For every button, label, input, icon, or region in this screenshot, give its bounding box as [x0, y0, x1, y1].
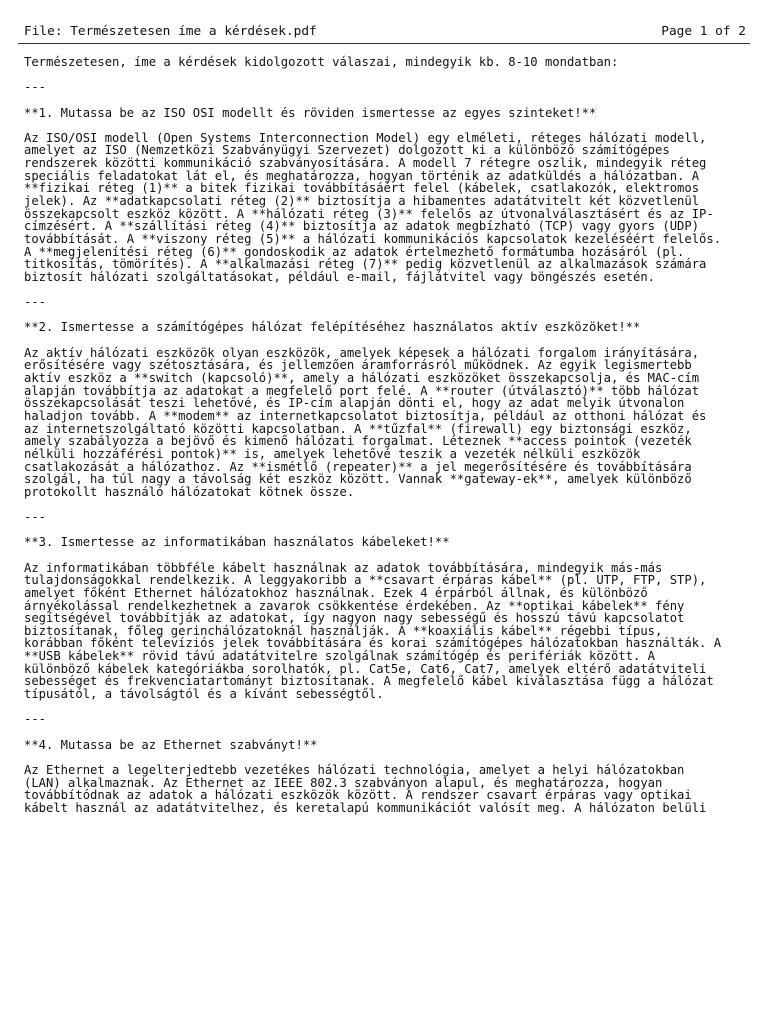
text-line: --- [24, 295, 47, 310]
header-divider [18, 43, 750, 44]
text-line: amelyet az ISO (Nemzetközi Szabványügyi Szervezet) dolgozott ki a különböző számítógépes [24, 143, 670, 158]
text-line: --- [24, 712, 47, 727]
text-line: **4. Mutassa be az Ethernet szabványt!** [24, 737, 318, 752]
text-line [24, 69, 750, 82]
file-name-label: File: Természetesen íme a kérdések.pdf [24, 23, 317, 39]
text-line: Az ISO/OSI modell (Open Systems Interconnection Model) egy elméleti, réteges hálózati modell, [24, 130, 707, 145]
text-line: erősítésére vagy szétosztására, és jellemzően áramforrásról működnek. Az egyik legismertebb [24, 358, 692, 373]
text-line: rendszerek közötti kommunikáció szabványosítására. A modell 7 rétegre oszlik, mindegyik réteg [24, 156, 707, 171]
text-line: speciális feladatokat lát el, és meghatározza, hogyan történik az adatküldés a hálózatban. A [24, 168, 700, 183]
text-line: **1. Mutassa be az ISO OSI modellt és röviden ismertesse az egyes szinteket!** [24, 105, 597, 120]
text-line: csatlakozását a hálózathoz. Az **ismétlő (repeater)** a jel megerősítésére és továbbítására [24, 459, 692, 474]
text-line [24, 119, 750, 132]
text-line: Az Ethernet a legelterjedtebb vezetékes hálózati technológia, amelyet a helyi hálózatokban [24, 762, 685, 777]
text-line: Az informatikában többféle kábelt használnak az adatok továbbítására, mindegyik más-más [24, 560, 663, 575]
text-line [24, 498, 750, 511]
text-line: szolgál, ha túl nagy a távolság két eszköz között. Vannak **gateway-ek**, amelyek különböző [24, 472, 692, 487]
text-line: az internetszolgáltató közötti kapcsolatban. A **tűzfal** (firewall) egy biztonsági eszköz, [24, 421, 692, 436]
text-line: **fizikai réteg (1)** a bitek fizikai továbbításáért felel (kábelek, csatlakozók, elektromos [24, 181, 700, 196]
text-line: protokollt használó hálózatokat kötnek össze. [24, 484, 355, 499]
text-line: A **megjelenítési réteg (6)** gondoskodik az adatok értelmezhető formátumba hozásáról (pl. [24, 244, 685, 259]
text-line: címzésért. A **szállítási réteg (4)** biztosítja az adatok megbízható (TCP) vagy gyors (UDP) [24, 219, 700, 234]
text-line: aktív eszköz a **switch (kapcsoló)**, amely a hálózati eszközöket összekapcsolja, és MAC-cím [24, 371, 700, 386]
text-line: amelyet főként Ethernet hálózatokhoz használnak. Ezek 4 érpárból állnak, és különböző [24, 585, 648, 600]
text-line [24, 284, 750, 297]
text-line: Az aktív hálózati eszközök olyan eszközök, amelyek képesek a hálózati forgalom irányítására, [24, 345, 700, 360]
text-line: **USB kábelek** rövid távú adatátvitelre szolgálnak számítógép és perifériák között. A [24, 649, 656, 664]
text-line: tulajdonságokkal rendelkezik. A leggyakoribb a **csavart érpáras kábel** (pl. UTP, FTP, STP), [24, 573, 707, 588]
text-line: Természetesen, íme a kérdések kidolgozott válaszai, mindegyik kb. 8-10 mondatban: [24, 55, 619, 69]
text-line: összekapcsolását teszi lehetővé, és IP-cím alapján dönti el, hogy az adat melyik útvonalon [24, 396, 685, 411]
text-line [24, 94, 750, 107]
document-body [24, 56, 750, 814]
text-line [24, 549, 750, 562]
text-line: jelek). Az **adatkapcsolati réteg (2)** biztosítja a hibamentes adatátvitelt két közvetlenül [24, 194, 700, 209]
text-line: titkosítás, tömörítés). A **alkalmazási réteg (7)** pedig közvetlenül az alkalmazások számára [24, 257, 707, 272]
page-header [24, 22, 746, 40]
text-line: --- [24, 510, 47, 525]
text-line: **2. Ismertesse a számítógépes hálózat felépítéséhez használatos aktív eszközöket!** [24, 320, 641, 335]
text-line [24, 751, 750, 764]
page-number-label: Page 1 of 2 [661, 23, 746, 39]
text-line: segítségével továbbítják az adatokat, így nagyon nagy sebességű és hosszú távú kapcsolatot [24, 611, 685, 626]
text-line: biztosítanak, főleg gerinchálózatoknál használják. A **koaxiális kábel** régebbi típus, [24, 623, 663, 638]
text-line: árnyékolással rendelkezhetnek a zavarok csökkentése érdekében. Az **optikai kábelek** fény [24, 598, 685, 613]
text-line [24, 701, 750, 714]
text-line [24, 726, 750, 739]
text-line: korábban főként televíziós jelek továbbítására és korai számítógépes hálózatokban használták. A [24, 636, 722, 651]
text-line: kábelt használ az adatátvitelhez, és keretalapú kommunikációt valósít meg. A hálózaton belüli [24, 800, 707, 815]
text-line: továbbítását. A **viszony réteg (5)** a hálózati kommunikációs kapcsolatok kezeléséért felelős. [24, 231, 722, 246]
text-line: --- [24, 80, 47, 95]
text-line: haladjon tovább. A **modem** az internetkapcsolatot biztosítja, például az otthoni hálózat és [24, 408, 707, 423]
text-line: típusától, a távolságtól és a kívánt sebességtől. [24, 687, 384, 702]
text-line: összekapcsolt eszköz között. A **hálózati réteg (3)** felelős az útvonalválasztásért és az IP- [24, 206, 714, 221]
text-line: alapján továbbítja az adatokat a megfelelő port felé. A **router (útválasztó)** több hálózat [24, 383, 700, 398]
text-line: nélküli hozzáférési pontok)** is, amelyek lehetővé teszik a vezeték nélküli eszközök [24, 446, 641, 461]
text-line: amely szabályozza a bejövő és kimenő hálózati forgalmat. Léteznek **access pointok (vezeték [24, 434, 692, 449]
text-line: sebességet és frekvenciatartományt biztosítanak. A megfelelő kábel kiválasztása függ a hálózat [24, 674, 714, 689]
text-line [24, 334, 750, 347]
text-line: biztosít hálózati szolgáltatásokat, például e-mail, fájlátvitel vagy böngészés esetén. [24, 269, 656, 284]
text-line: (LAN) alkalmaznak. Az Ethernet az IEEE 802.3 szabványon alapul, és meghatározza, hogyan [24, 775, 663, 790]
text-line: továbbítódnak az adatok a hálózati eszközök között. A rendszer csavart érpáras vagy optikai [24, 788, 692, 803]
text-line: különböző kábelek kategóriákba sorolhatók, pl. Cat5e, Cat6, Cat7, amelyek eltérő adatátviteli [24, 661, 707, 676]
text-line: **3. Ismertesse az informatikában használatos kábeleket!** [24, 535, 450, 550]
